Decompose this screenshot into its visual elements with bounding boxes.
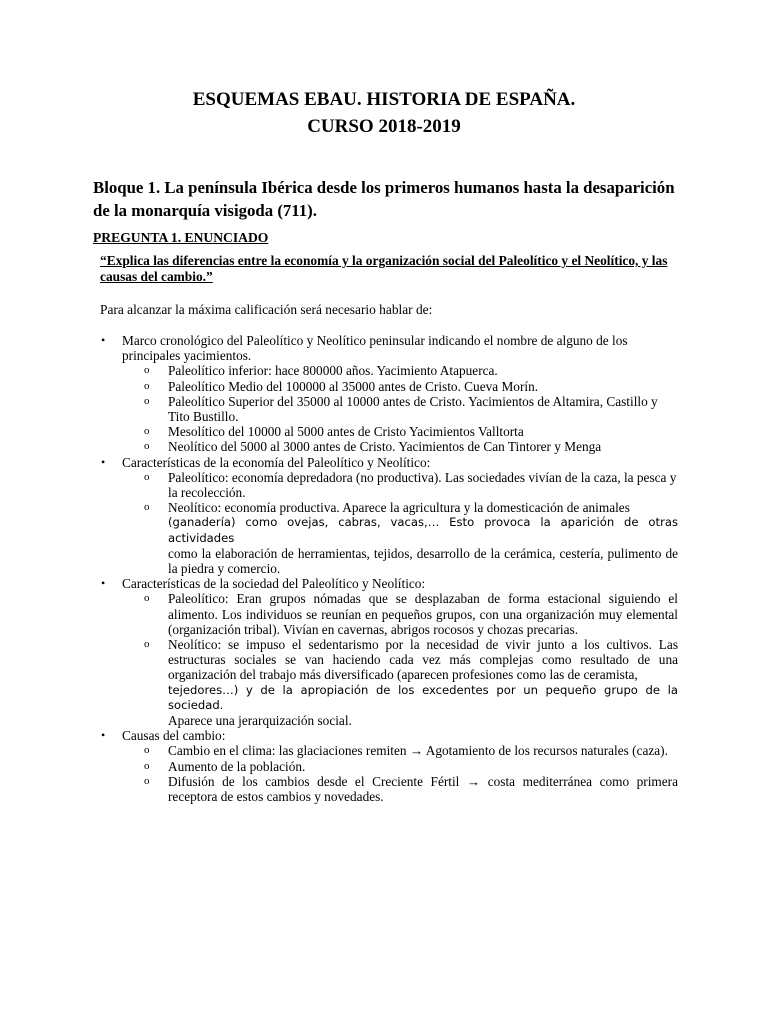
sub-item-text: Paleolítico: economía depredadora (no productiva). Las sociedades vivían de la caza, la pesca y la recolección. xyxy=(168,469,677,501)
list-item-text: Causas del cambio: xyxy=(122,728,226,744)
sub-item-text: Aparece una jerarquización social. xyxy=(168,713,352,729)
sub-item-text: Neolítico: economía productiva. Aparece la agricultura y la domesticación de animales xyxy=(168,500,630,516)
bullet-list xyxy=(100,333,678,804)
list-item-text: Marco cronológico del Paleolítico y Neolítico peninsular indicando el nombre de alguno de los principales yacimientos. xyxy=(122,333,628,364)
list-item xyxy=(100,576,678,591)
question-statement: “Explica las diferencias entre la economía y la organización social del Paleolítico y el Neolítico, y las causas del cambio.” xyxy=(100,253,668,284)
sub-item xyxy=(100,439,678,454)
sub-item xyxy=(100,379,678,394)
sub-item-text: Paleolítico Medio del 100000 al 35000 antes de Cristo. Cueva Morín. xyxy=(168,378,539,394)
sub-item xyxy=(100,363,678,378)
sub-item xyxy=(100,637,678,728)
sub-item-text: tejedores…) y de la apropiación de los excedentes por un pequeño grupo de la sociedad. xyxy=(168,682,678,712)
sub-item-text: Mesolítico del 10000 al 5000 antes de Cristo Yacimientos Valltorta xyxy=(168,424,524,440)
circle-bullet-icon: o xyxy=(144,394,150,407)
bullet-icon: • xyxy=(101,454,106,469)
circle-bullet-icon: o xyxy=(144,440,150,453)
sub-item-text: Paleolítico: Eran grupos nómadas que se desplazaban de forma estacional siguiendo el alimento. Los individuos se reunían en pequeños grupos, con una organización muy elemental (organización tribal). Vivían en cavernas, abrigos rocosos y chozas precarias. xyxy=(168,591,678,637)
sub-item-text: Paleolítico Superior del 35000 al 10000 antes de Cristo. Yacimientos de Altamira, Castillo y Tito Bustillo. xyxy=(168,393,658,425)
sub-item-text: como la elaboración de herramientas, tejidos, desarrollo de la cerámica, cestería, pulimento de la piedra y comercio. xyxy=(168,545,678,577)
list-item-text: Características de la economía del Paleolítico y Neolítico: xyxy=(122,454,431,470)
circle-bullet-icon: o xyxy=(144,744,150,757)
sub-item xyxy=(100,424,678,439)
circle-bullet-icon: o xyxy=(144,364,150,377)
sub-item xyxy=(100,774,678,804)
circle-bullet-icon: o xyxy=(144,592,150,605)
bullet-icon: • xyxy=(101,333,106,347)
list-item xyxy=(100,728,678,743)
circle-bullet-icon: o xyxy=(144,425,150,438)
block-heading: Bloque 1. La península Ibérica desde los primeros humanos hasta la desaparición de la monarquía visigoda (711). xyxy=(93,178,675,220)
sub-item xyxy=(100,394,678,424)
circle-bullet-icon: o xyxy=(144,470,150,483)
sub-item xyxy=(100,591,678,637)
document-title: ESQUEMAS EBAU. HISTORIA DE ESPAÑA. xyxy=(192,89,576,110)
circle-bullet-icon: o xyxy=(144,379,150,392)
bullet-icon: • xyxy=(101,728,106,743)
sub-item-text: Difusión de los cambios desde el Creciente Fértil → costa mediterránea como primera receptora de estos cambios y novedades. xyxy=(168,773,678,805)
document-subtitle: CURSO 2018-2019 xyxy=(307,116,461,137)
sub-item xyxy=(100,470,678,500)
sub-item-text: Aumento de la población. xyxy=(168,758,306,774)
bullet-icon: • xyxy=(101,576,106,591)
sub-item xyxy=(100,743,678,758)
intro-text: Para alcanzar la máxima calificación será necesario hablar de: xyxy=(100,302,433,317)
sub-item-text: (ganadería) como ovejas, cabras, vacas,… Esto provoca la aparición de otras actividades xyxy=(168,515,678,545)
list-item xyxy=(100,455,678,470)
circle-bullet-icon: o xyxy=(144,774,150,787)
sub-item-text: Neolítico del 5000 al 3000 antes de Cristo. Yacimientos de Can Tintorer y Menga xyxy=(168,439,602,455)
circle-bullet-icon: o xyxy=(144,759,150,772)
list-item-text: Características de la sociedad del Paleolítico y Neolítico: xyxy=(122,576,426,592)
sub-item-text: Cambio en el clima: las glaciaciones remiten → Agotamiento de los recursos naturales (caza). xyxy=(168,743,668,759)
sub-item xyxy=(100,500,678,576)
question-heading: PREGUNTA 1. ENUNCIADO xyxy=(93,230,269,245)
sub-item-text: Paleolítico inferior: hace 800000 años. Yacimiento Atapuerca. xyxy=(168,363,498,379)
sub-item xyxy=(100,759,678,774)
circle-bullet-icon: o xyxy=(144,501,150,514)
sub-item-text: Neolítico: se impuso el sedentarismo por la necesidad de vivir junto a los cultivos. Las estructuras sociales se van haciendo cada vez más complejas como resultado de una organización del trabajo más diversificado (aparecen profesiones como las de ceramista, xyxy=(168,637,678,683)
circle-bullet-icon: o xyxy=(144,638,150,651)
list-item xyxy=(100,333,678,363)
